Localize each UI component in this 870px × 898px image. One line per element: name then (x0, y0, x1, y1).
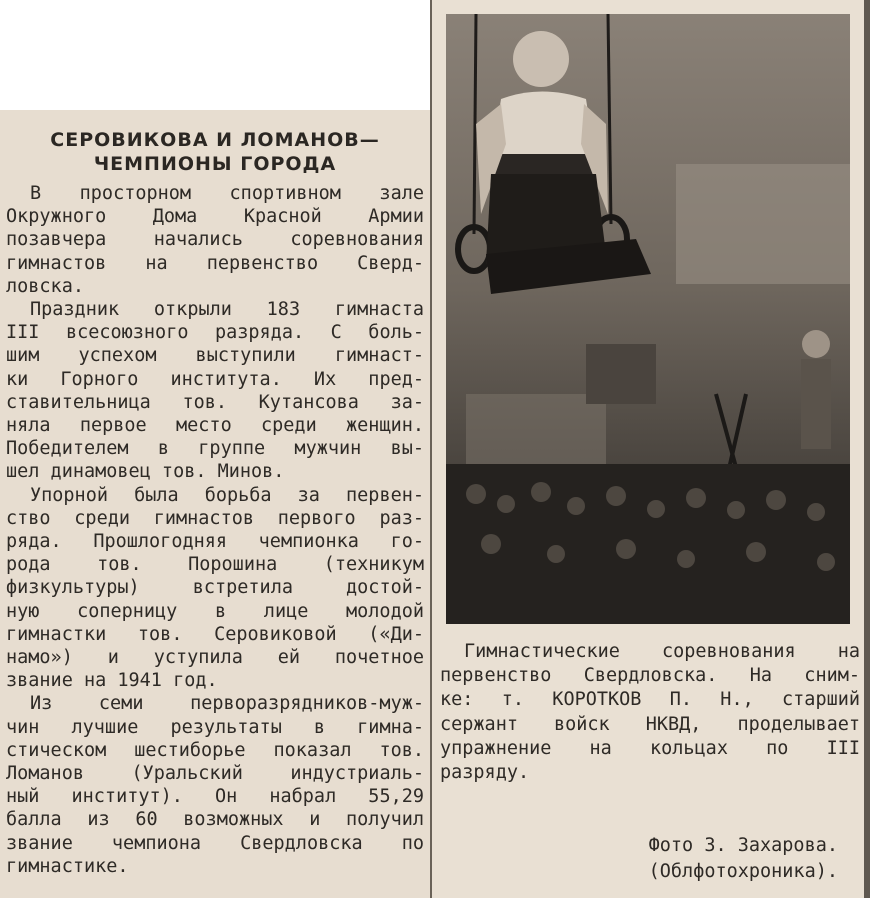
article-line: рода тов. Порошина (техникум (6, 554, 424, 576)
article-line: Праздник открыли 183 гимнаста (30, 299, 424, 321)
article-line: балла из 60 возможных и получил (6, 809, 424, 831)
article-line: позавчера начались соревнования (6, 229, 424, 251)
article-line: звание на 1941 год. (6, 670, 218, 692)
article-line: гимнастов на первенство Сверд- (6, 252, 424, 274)
article-headline (10, 128, 420, 176)
article-line: ловска. (6, 275, 84, 297)
article-line: гимнастки тов. Серовиковой («Ди- (6, 623, 424, 645)
gymnast-photo-illustration (446, 14, 850, 624)
article-line: Окружного Дома Красной Армии (6, 206, 424, 228)
article-line: стическом шестиборье показал тов. (6, 739, 424, 761)
article-line: Упорной была борьба за первен- (30, 484, 424, 506)
photo-caption (440, 640, 860, 785)
article-body (6, 182, 424, 878)
headline-line-2: ЧЕМПИОНЫ ГОРОДА (93, 153, 337, 175)
article-line: физкультуры) встретила достой- (6, 577, 424, 599)
article-line: Из семи перворазрядников-муж- (30, 693, 424, 715)
gymnast-photo (446, 14, 850, 624)
article-line: ную соперницу в лице молодой (6, 600, 424, 622)
article-line: шел динамовец тов. Минов. (6, 461, 285, 483)
article-line: ный институт). Он набрал 55,29 (6, 786, 424, 808)
caption-line: разряду. (440, 762, 530, 784)
credit-photographer: Фото З. Захарова. (648, 835, 838, 856)
article-line: Ломанов (Уральский индустриаль- (6, 763, 424, 785)
article-line: шим успехом выступили гимнаст- (6, 345, 424, 367)
article-line: гимнастике. (6, 855, 129, 877)
article-line: намо») и уступила ей почетное (6, 647, 424, 669)
article-line: ки Горного института. Их пред- (6, 368, 424, 390)
article-line: ряда. Прошлогодняя чемпионка го- (6, 531, 424, 553)
caption-line: первенство Свердловска. На сним- (440, 665, 860, 687)
credit-agency: (Облфотохроника). (648, 861, 838, 882)
page-edge (864, 0, 870, 898)
article-line: звание чемпиона Свердловска по (6, 832, 424, 854)
caption-line: сержант войск НКВД, проделывает (440, 713, 860, 735)
article-line: ство среди гимнастов первого раз- (6, 507, 424, 529)
article-line: III всесоюзного разряда. С боль- (6, 322, 424, 344)
article-line: чин лучшие результаты в гимна- (6, 716, 424, 738)
caption-line: Гимнастические соревнования на (464, 641, 860, 662)
caption-line: упражнение на кольцах по III (440, 737, 860, 759)
column-divider (430, 0, 432, 898)
article-line: Победителем в группе мужчин вы- (6, 438, 424, 460)
article-line: няла первое место среди женщин. (6, 415, 424, 437)
article-line: В просторном спортивном зале (30, 183, 424, 204)
photo-credit (649, 833, 838, 885)
headline-line-1: СЕРОВИКОВА И ЛОМАНОВ— (50, 129, 380, 151)
caption-line: ке: т. КОРОТКОВ П. Н., старший (440, 689, 860, 711)
article-line: ставительница тов. Кутансова за- (6, 391, 424, 413)
